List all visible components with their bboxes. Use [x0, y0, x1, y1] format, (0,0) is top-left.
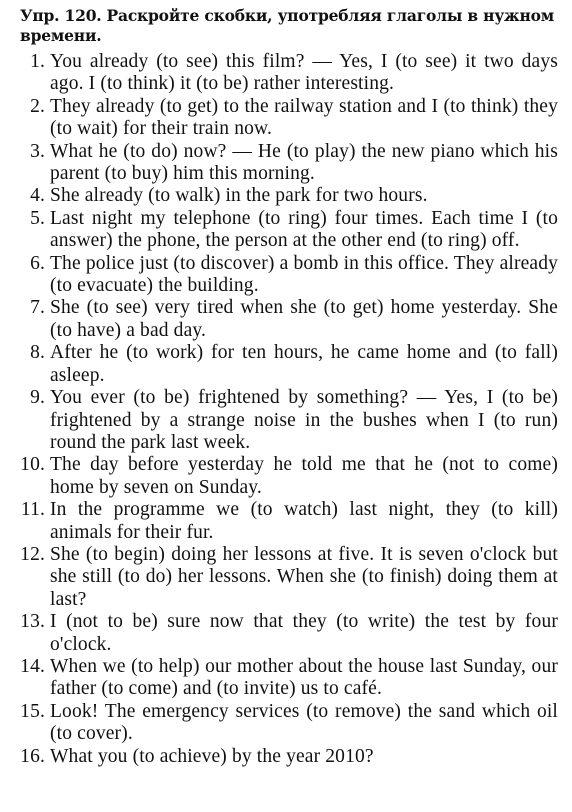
- exercise-number: 5.: [30, 207, 45, 229]
- exercise-number: 13.: [20, 611, 45, 633]
- exercise-item: [12, 656, 560, 701]
- exercise-number: 4.: [30, 185, 45, 207]
- exercise-item: [12, 208, 560, 253]
- exercise-item: [12, 701, 560, 746]
- exercise-text: When we (to help) our mother about the house last Sunday, our father (to come) and (to invite) us to café.: [50, 655, 558, 700]
- exercise-number: 16.: [20, 745, 45, 767]
- exercise-text: Look! The emergency services (to remove) the sand which oil (to cover).: [50, 700, 558, 745]
- exercise-text: Last night my telephone (to ring) four times. Each time I (to answer) the phone, the person at the other end (to ring) off.: [50, 207, 558, 252]
- exercise-item: [12, 387, 560, 454]
- exercise-number: 15.: [20, 700, 45, 722]
- exercise-number: 14.: [20, 655, 45, 677]
- exercise-item: [12, 611, 560, 656]
- exercise-text: In the programme we (to watch) last night, they (to kill) animals for their fur.: [50, 499, 558, 543]
- exercise-text: The police just (to discover) a bomb in this office. They already (to evacuate) the building.: [50, 252, 558, 297]
- exercise-item: [12, 454, 560, 499]
- exercise-number: 7.: [30, 297, 45, 319]
- exercise-instruction: Раскройте скобки, употребляя глаголы в нужном времени.: [20, 6, 555, 45]
- exercise-text: What he (to do) now? — He (to play) the new piano which his parent (to buy) him this morning.: [50, 140, 558, 185]
- exercise-item: [12, 141, 560, 186]
- exercise-item: [12, 746, 560, 768]
- exercise-text: You ever (to be) frightened by something? — Yes, I (to be) frightened by a strange noise in the bushes when I (to run) round the park last week.: [50, 387, 558, 453]
- exercise-text: She (to see) very tired when she (to get) home yesterday. She (to have) a bad day.: [50, 297, 558, 341]
- exercise-text: You already (to see) this film? — Yes, I (to see) it two days ago. I (to think) it (to be) rather interesting.: [50, 51, 558, 95]
- exercise-text: She (to begin) doing her lessons at five. It is seven o'clock but she still (to do) her lessons. When she (to finish) doing them at last?: [50, 543, 558, 610]
- exercise-item: [12, 544, 560, 611]
- exercise-number: 10.: [20, 454, 45, 476]
- exercise-text: I (not to be) sure now that they (to write) the test by four o'clock.: [50, 611, 558, 655]
- exercise-item: [12, 499, 560, 544]
- exercise-number: 9.: [30, 387, 45, 409]
- exercise-number: 1.: [30, 51, 45, 72]
- exercise-number: 3.: [30, 140, 45, 162]
- exercise-label: Упр. 120.: [20, 6, 102, 25]
- exercise-item: [12, 51, 560, 96]
- exercise-number: 6.: [30, 252, 45, 274]
- exercise-item: [12, 185, 560, 207]
- exercise-text: The day before yesterday he told me that he (not to come) home by seven on Sunday.: [50, 454, 558, 498]
- exercise-number: 8.: [30, 342, 45, 364]
- exercise-number: 12.: [20, 543, 45, 565]
- exercise-number: 2.: [30, 95, 45, 117]
- exercise-text: They already (to get) to the railway station and I (to think) they (to wait) for their train now.: [50, 95, 558, 140]
- exercise-list: [12, 51, 560, 768]
- exercise-text: She already (to walk) in the park for two hours.: [50, 185, 428, 207]
- exercise-item: [12, 297, 560, 342]
- exercise-item: [12, 342, 560, 387]
- exercise-number: 11.: [20, 499, 45, 521]
- exercise-item: [12, 96, 560, 141]
- exercise-header: [20, 6, 560, 46]
- exercise-text: After he (to work) for ten hours, he came home and (to fall) asleep.: [50, 342, 558, 386]
- exercise-item: [12, 253, 560, 298]
- exercise-text: What you (to achieve) by the year 2010?: [50, 745, 374, 767]
